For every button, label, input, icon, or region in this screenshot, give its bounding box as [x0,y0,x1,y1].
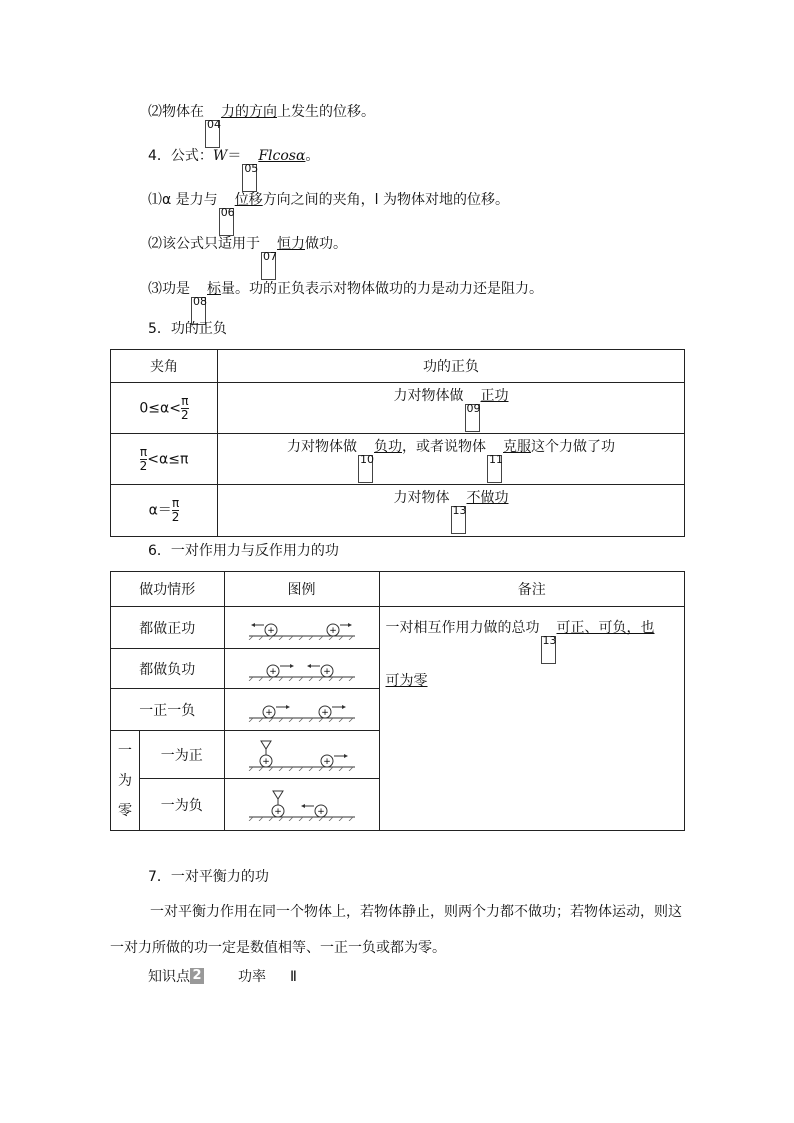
text: 4．公式： [148,148,213,164]
case-label: 一为负 [140,779,225,831]
figure-cell [224,779,379,831]
figure-cell [224,649,379,689]
case-label: 一为正 [140,731,225,779]
text: ⑵该公式只适用于 [148,236,260,252]
case-label: 都做负功 [111,649,225,689]
fixed-and-ball-figure-2 [247,789,357,821]
knowledge-point-heading [148,967,297,987]
kp-level: Ⅱ [290,969,297,985]
header-note: 备注 [379,572,685,607]
note-cell: 一对相互作用力做的总功 13 可正、可负，也 可为零 [379,607,685,831]
table-row [111,383,685,434]
svg-text:+: + [322,666,331,677]
line-formula [148,146,319,192]
case-label: 一正一负 [111,689,225,731]
answer: 标 [207,281,221,297]
answer-box: 13 [541,636,556,664]
balls-apart-figure [247,616,357,640]
answer-box: 10 [358,455,373,483]
text: 量。功的正负表示对物体做功的力是动力还是阻力。 [221,281,543,297]
balls-chase-figure [247,698,357,722]
fixed-and-ball-figure-1 [247,739,357,771]
angle-cell: $\alpha=\frac{\pi}{2}$ [111,485,218,537]
answer-box: 13 [451,506,466,534]
answer: 力的方向 [221,104,277,120]
answer: 恒力 [277,236,305,252]
sign-cell: 力对物体 13 不做功 [218,485,685,537]
header-figure: 图例 [224,572,379,607]
svg-text:+: + [261,756,270,767]
kp-title: 功率 [238,969,266,985]
answer: Flcosα [258,148,306,164]
answer-box: 06 [219,208,234,236]
answer-box: 11 [487,455,502,483]
text: 上发生的位移。 [277,104,375,120]
kp-number-badge: 2 [190,968,204,984]
answer-box: 05 [242,164,257,192]
section-7-title: 7．一对平衡力的功 [148,869,269,885]
svg-text:+: + [264,707,273,718]
angle-cell: $\frac{\pi}{2}$ <α≤π [111,434,218,485]
answer: 位移 [234,192,263,208]
line-constant-force [148,234,347,280]
sign-cell: 力对物体做 09 正功 [218,383,685,434]
svg-text:+: + [328,625,337,636]
svg-text:+: + [266,625,275,636]
header-sign: 功的正负 [218,350,685,383]
svg-text:+: + [273,806,282,817]
figure-cell [224,689,379,731]
section-6-title: 6．一对作用力与反作用力的功 [148,543,339,559]
text: 。 [305,148,320,164]
balanced-forces-paragraph: 一对平衡力作用在同一个物体上，若物体静止，则两个力都不做功；若物体运动，则这一对力所做的功一定是数值相等、一正一负或都为零。 [110,904,682,956]
text: 做功。 [305,236,347,252]
action-reaction-table [110,571,685,831]
answer-box: 04 [205,120,220,148]
svg-text:+: + [320,707,329,718]
text: 方向之间的夹角，l 为物体对地的位移。 [262,192,510,208]
answer-box: 08 [191,297,206,325]
table-row [111,607,685,649]
answer-box: 09 [465,404,480,432]
svg-text:+: + [322,756,331,767]
sign-cell: 力对物体做 10 负功，或者说物体 11 克服这个力做了功 [218,434,685,485]
kp-label: 知识点 [148,969,190,985]
line-force-direction [148,102,375,148]
section-5-title: 5．功的正负 [148,321,227,337]
var-w: W [212,148,228,164]
svg-text:+: + [268,666,277,677]
line-angle-def [148,190,509,236]
text: ⑶功是 [148,281,190,297]
header-case: 做功情形 [111,572,225,607]
table-row [111,434,685,485]
angle-cell: $0\le\alpha<\frac{\pi}{2}$ [111,383,218,434]
balls-together-figure [247,657,357,681]
text: ⑴α 是力与 [148,192,218,208]
svg-text:+: + [316,806,325,817]
figure-cell [224,607,379,649]
case-label: 都做正功 [111,607,225,649]
answer-box: 07 [261,252,276,280]
header-angle: 夹角 [111,350,218,383]
sign-of-work-table [110,349,685,537]
eq: ＝ [227,148,242,164]
text: ⑵物体在 [148,104,204,120]
zero-group-label: 一 为 零 [111,731,140,831]
figure-cell [224,731,379,779]
table-row [111,485,685,537]
